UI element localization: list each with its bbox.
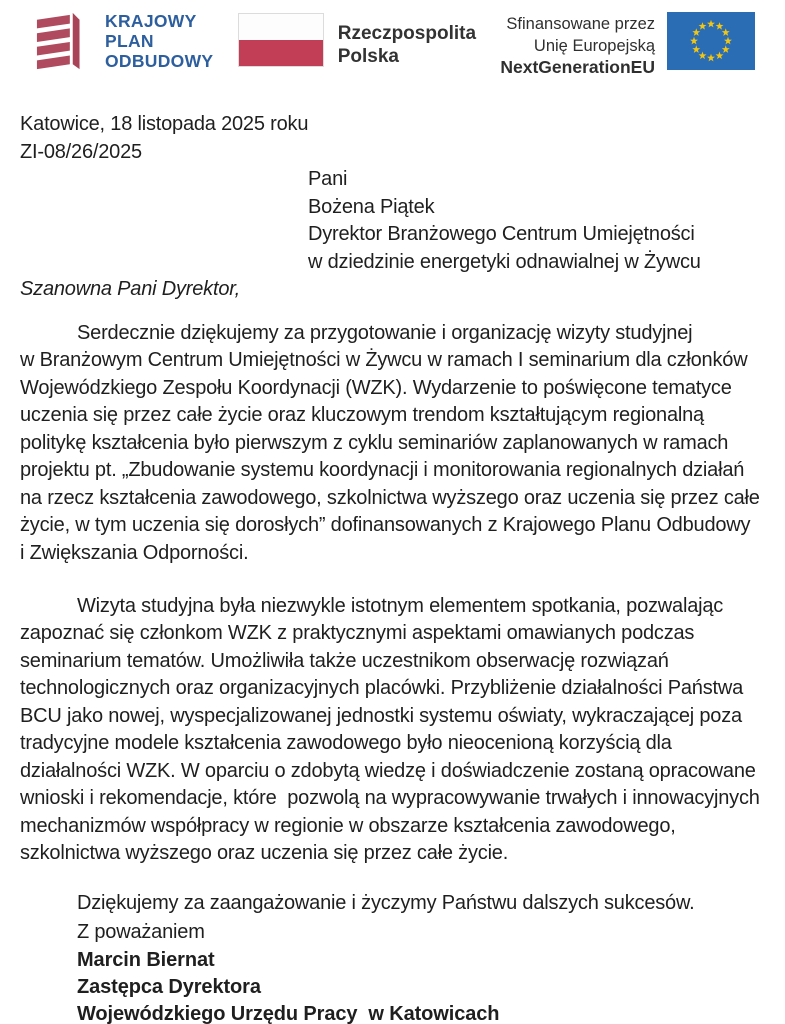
date-reference-block (20, 110, 785, 166)
eu-funding-text (500, 14, 655, 78)
text-line: na rzecz kształcenia zawodowego, szkolnictwa wyższego oraz uczenia się przez całe (20, 486, 760, 509)
text-line: szkolnictwa wyższego oraz uczenia się przez całe życie. (20, 842, 509, 864)
text-line: BCU jako nowej, wyspecjalizowanej jednostki systemu oświaty, wykraczającej poza (20, 704, 742, 727)
salutation: Szanowna Pani Dyrektor, (20, 278, 240, 300)
text-line: Dyrektor Branżowego Centrum Umiejętności (308, 223, 695, 245)
closing-formula: Z poważaniem (77, 921, 205, 943)
text-line: Wizyta studyjna była niezwykle istotnym elementem spotkania, pozwalając (77, 594, 724, 617)
text-line: w dziedzinie energetyki odnawialnej w Żywcu (308, 250, 701, 273)
poland-logo (238, 13, 476, 78)
text-line: Wojewódzkiego Urzędu Pracy w Katowicach (77, 1002, 500, 1024)
text-line: w Branżowym Centrum Umiejętności w Żywcu w ramach I seminarium dla członków (20, 349, 748, 371)
text-line: Bożena Piątek (308, 195, 435, 218)
text-line: Wojewódzkiego Zespołu Koordynacji (WZK). Wydarzenie to poświęcone tematyce (20, 376, 732, 399)
text-line: Marcin Biernat (77, 948, 215, 971)
text-line: ODBUDOWY (105, 51, 214, 71)
poland-flag-red-stripe (239, 40, 323, 66)
text-line: technologicznych oraz organizacyjnych placówki. Przybliżenie działalności Państwa (20, 677, 744, 699)
poland-flag-white-stripe (239, 14, 323, 40)
text-line: projektu pt. „Zbudowanie systemu koordynacji i monitorowania regionalnych działań (20, 459, 745, 481)
poland-logo-title (338, 22, 476, 78)
text-line: Polska (337, 46, 399, 67)
signature-block (77, 947, 785, 1024)
paragraph-3: Dziękujemy za zaangażowanie i życzymy Państwu dalszych sukcesów. (77, 891, 695, 914)
kpo-logo (35, 10, 213, 78)
text-line: tradycyjne modele kształcenia zawodowego było nieocenioną korzyścią dla (20, 732, 672, 754)
letter-body (0, 110, 785, 1024)
text-line: KRAJOWY (105, 11, 197, 31)
text-line: seminarium tematów. Umożliwiła także uczestnikom obserwację rozwiązań (20, 649, 669, 672)
text-line: Rzeczpospolita (337, 23, 477, 44)
addressee-block (308, 166, 785, 276)
eu-funding-logo (500, 12, 755, 78)
eu-funding-line: Sfinansowane przez (506, 15, 655, 33)
paragraph-2 (20, 593, 785, 868)
kpo-building-icon (35, 10, 95, 72)
text-line: Serdecznie dziękujemy za przygotowanie i organizację wizyty studyjnej (77, 321, 693, 344)
text-line: Pani (308, 168, 348, 190)
text-line: Zastępca Dyrektora (77, 975, 261, 998)
text-line: działalności WZK. W oparciu o zdobytą wiedzę i doświadczenie zostaną opracowane (20, 759, 756, 782)
text-line: zapoznać się członkom WZK z praktycznymi aspektami omawianych podczas (20, 622, 695, 644)
place-date-line: Katowice, 18 listopada 2025 roku (20, 113, 309, 135)
text-line: uczenia się przez całe życie oraz kluczowym trendom kształtującym regionalną (20, 404, 704, 426)
eu-flag-icon (667, 12, 755, 70)
text-line: życie, w tym uczenia się dorosłych” dofinansowanych z Krajowego Planu Odbudowy (20, 514, 751, 536)
kpo-logo-title (105, 11, 213, 78)
text-line: wnioski i rekomendacje, które pozwolą na wypracowywanie trwałych i innowacyjnych (20, 787, 760, 809)
eu-funding-line: Unię Europejską (533, 36, 655, 55)
poland-flag-icon (238, 13, 324, 67)
eu-program-name: NextGenerationEU (500, 57, 655, 77)
text-line: mechanizmów współpracy w regionie w obszarze kształcenia zawodowego, (20, 814, 676, 837)
text-line: i Zwiększania Odporności. (20, 541, 249, 564)
text-line: politykę kształcenia było pierwszym z cyklu seminariów zaplanowanych w ramach (20, 431, 729, 454)
letter-header-logos (0, 0, 785, 78)
paragraph-1 (20, 320, 785, 568)
text-line: PLAN (105, 31, 154, 51)
reference-number: ZI-08/26/2025 (20, 141, 142, 163)
